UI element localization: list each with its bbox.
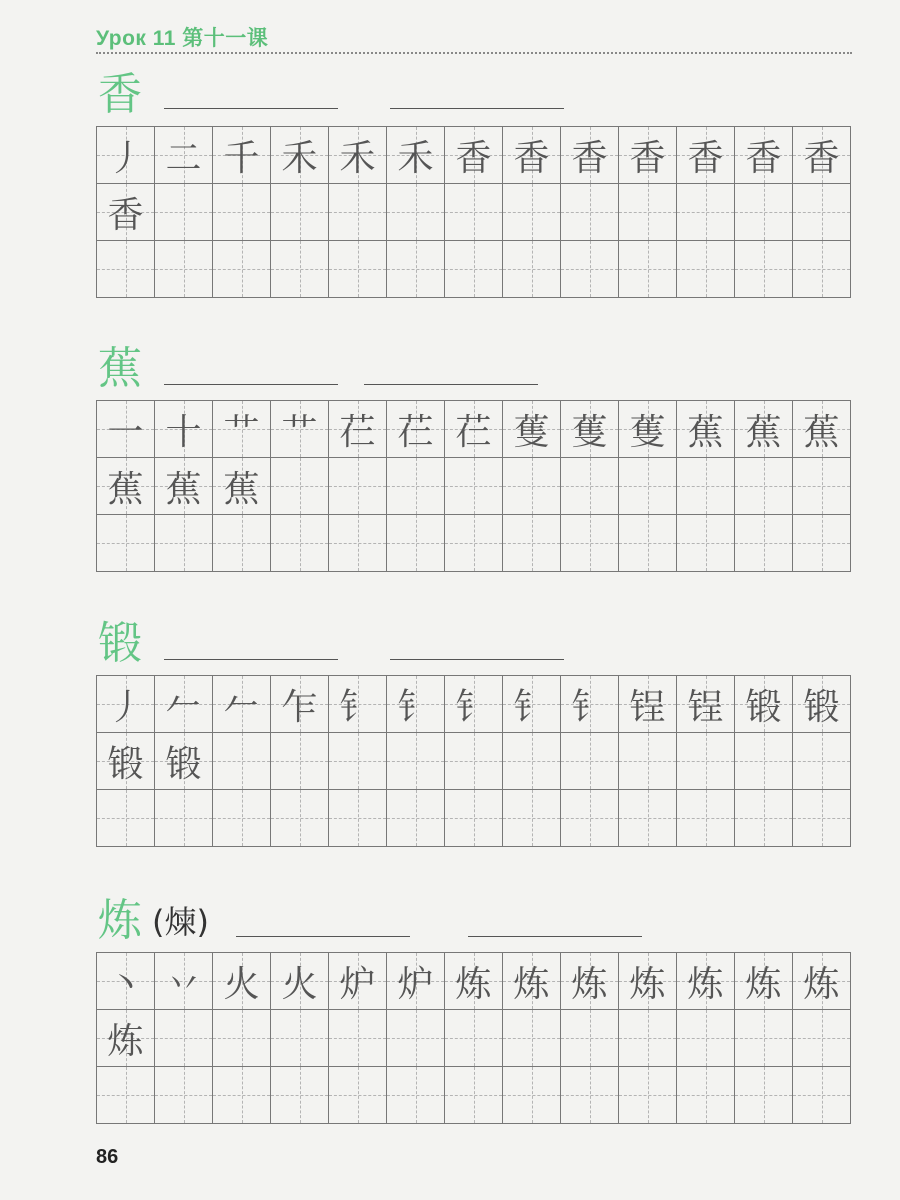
- character-section: [96, 344, 852, 572]
- grid-cell[interactable]: [503, 184, 561, 241]
- grid-cell[interactable]: [445, 127, 503, 184]
- stroke-step-glyph: 丿: [107, 686, 144, 728]
- grid-cell[interactable]: [329, 790, 387, 847]
- grid-cell[interactable]: [387, 184, 445, 241]
- grid-cell[interactable]: [213, 676, 271, 733]
- grid-cell[interactable]: [387, 401, 445, 458]
- grid-cell[interactable]: [793, 401, 851, 458]
- stroke-step-glyph: 蕉: [223, 468, 260, 510]
- stroke-step-glyph: 香: [107, 194, 144, 236]
- grid-cell[interactable]: [155, 953, 213, 1010]
- grid-cell[interactable]: [619, 127, 677, 184]
- grid-cell[interactable]: [561, 733, 619, 790]
- grid-cell[interactable]: [387, 127, 445, 184]
- grid-cell[interactable]: [793, 241, 851, 298]
- grid-cell[interactable]: [793, 733, 851, 790]
- grid-cell[interactable]: [619, 1010, 677, 1067]
- grid-cell[interactable]: [329, 676, 387, 733]
- stroke-step-glyph: 火: [281, 963, 318, 1005]
- grid-cell[interactable]: [329, 515, 387, 572]
- grid-cell[interactable]: [561, 1067, 619, 1124]
- stroke-step-glyph: 钅: [339, 686, 376, 728]
- grid-cell[interactable]: [677, 515, 735, 572]
- grid-cell[interactable]: [213, 127, 271, 184]
- grid-cell[interactable]: [155, 458, 213, 515]
- writing-blank[interactable]: [164, 384, 338, 385]
- grid-cell[interactable]: [503, 790, 561, 847]
- lesson-header: Урок 11 第十一课: [96, 27, 269, 50]
- stroke-step-glyph: 炼: [571, 963, 608, 1005]
- grid-cell[interactable]: [677, 127, 735, 184]
- stroke-step-glyph: 一: [107, 411, 144, 453]
- stroke-step-glyph: 锃: [629, 686, 666, 728]
- grid-cell[interactable]: [329, 184, 387, 241]
- grid-cell[interactable]: [677, 458, 735, 515]
- practice-grid[interactable]: [96, 675, 851, 847]
- stroke-step-glyph: 锃: [687, 686, 724, 728]
- grid-cell[interactable]: [155, 790, 213, 847]
- grid-cell[interactable]: [735, 515, 793, 572]
- grid-cell[interactable]: [619, 1067, 677, 1124]
- stroke-step-glyph: 蕉: [803, 411, 840, 453]
- grid-cell[interactable]: [213, 184, 271, 241]
- stroke-step-glyph: 钅: [513, 686, 550, 728]
- writing-blank[interactable]: [164, 108, 338, 109]
- grid-cell[interactable]: [97, 458, 155, 515]
- stroke-step-glyph: 钅: [455, 686, 492, 728]
- stroke-step-glyph: 丷: [165, 963, 202, 1005]
- stroke-step-glyph: 二: [165, 137, 202, 179]
- practice-grid[interactable]: [96, 400, 851, 572]
- grid-cell[interactable]: [445, 1010, 503, 1067]
- section-title-row: [96, 344, 852, 400]
- stroke-step-glyph: 禾: [281, 137, 318, 179]
- main-character: 炼: [98, 895, 142, 946]
- grid-cell[interactable]: [97, 1010, 155, 1067]
- grid-cell[interactable]: [561, 676, 619, 733]
- character-section: [96, 619, 852, 847]
- main-character: 蕉: [98, 343, 142, 394]
- stroke-step-glyph: 丿: [107, 137, 144, 179]
- grid-cell[interactable]: [619, 401, 677, 458]
- stroke-step-glyph: 蕉: [107, 468, 144, 510]
- grid-cell[interactable]: [619, 676, 677, 733]
- writing-blank[interactable]: [236, 936, 410, 937]
- stroke-step-glyph: 蕉: [165, 468, 202, 510]
- stroke-step-glyph: 香: [803, 137, 840, 179]
- grid-cell[interactable]: [97, 1067, 155, 1124]
- grid-cell[interactable]: [619, 458, 677, 515]
- grid-cell[interactable]: [387, 241, 445, 298]
- grid-cell[interactable]: [503, 733, 561, 790]
- stroke-step-glyph: 炉: [339, 963, 376, 1005]
- grid-cell[interactable]: [97, 790, 155, 847]
- grid-cell[interactable]: [329, 241, 387, 298]
- grid-cell[interactable]: [503, 676, 561, 733]
- stroke-step-glyph: 香: [571, 137, 608, 179]
- stroke-step-glyph: 蕉: [745, 411, 782, 453]
- grid-cell[interactable]: [561, 401, 619, 458]
- grid-cell[interactable]: [213, 1067, 271, 1124]
- grid-cell[interactable]: [793, 1010, 851, 1067]
- grid-cell[interactable]: [561, 127, 619, 184]
- stroke-step-glyph: 蕉: [687, 411, 724, 453]
- practice-grid[interactable]: [96, 126, 851, 298]
- grid-cell[interactable]: [619, 733, 677, 790]
- grid-cell[interactable]: [213, 733, 271, 790]
- grid-cell[interactable]: [329, 953, 387, 1010]
- grid-cell[interactable]: [271, 127, 329, 184]
- stroke-step-glyph: 丶: [107, 963, 144, 1005]
- grid-cell[interactable]: [213, 1010, 271, 1067]
- main-character: 香: [98, 69, 142, 120]
- grid-cell[interactable]: [677, 733, 735, 790]
- stroke-step-glyph: 炼: [803, 963, 840, 1005]
- grid-cell[interactable]: [677, 953, 735, 1010]
- grid-cell[interactable]: [387, 733, 445, 790]
- grid-cell[interactable]: [561, 790, 619, 847]
- grid-cell[interactable]: [271, 733, 329, 790]
- stroke-step-glyph: 芢: [339, 411, 376, 453]
- grid-cell[interactable]: [329, 127, 387, 184]
- grid-cell[interactable]: [503, 127, 561, 184]
- grid-cell[interactable]: [735, 733, 793, 790]
- stroke-step-glyph: 火: [223, 963, 260, 1005]
- grid-cell[interactable]: [735, 1010, 793, 1067]
- stroke-step-glyph: 艹: [281, 411, 318, 453]
- grid-cell[interactable]: [97, 184, 155, 241]
- grid-cell[interactable]: [155, 733, 213, 790]
- stroke-step-glyph: 香: [455, 137, 492, 179]
- traditional-variant: (煉): [152, 903, 209, 941]
- grid-cell[interactable]: [97, 241, 155, 298]
- grid-cell[interactable]: [445, 676, 503, 733]
- stroke-step-glyph: 锻: [803, 686, 840, 728]
- grid-cell[interactable]: [387, 953, 445, 1010]
- grid-cell[interactable]: [793, 953, 851, 1010]
- grid-cell[interactable]: [735, 790, 793, 847]
- grid-cell[interactable]: [329, 1067, 387, 1124]
- grid-cell[interactable]: [387, 458, 445, 515]
- grid-cell[interactable]: [793, 676, 851, 733]
- grid-cell[interactable]: [793, 127, 851, 184]
- grid-cell[interactable]: [677, 241, 735, 298]
- stroke-step-glyph: 禾: [339, 137, 376, 179]
- grid-cell[interactable]: [677, 1010, 735, 1067]
- grid-cell[interactable]: [445, 515, 503, 572]
- grid-cell[interactable]: [271, 676, 329, 733]
- grid-cell[interactable]: [503, 241, 561, 298]
- grid-cell[interactable]: [503, 1010, 561, 1067]
- stroke-step-glyph: 千: [223, 137, 260, 179]
- grid-cell[interactable]: [619, 515, 677, 572]
- page-number: 86: [96, 1146, 119, 1168]
- header-divider: [96, 52, 852, 54]
- grid-cell[interactable]: [271, 401, 329, 458]
- grid-cell[interactable]: [503, 458, 561, 515]
- stroke-step-glyph: 十: [165, 411, 202, 453]
- grid-cell[interactable]: [793, 1067, 851, 1124]
- grid-cell[interactable]: [619, 184, 677, 241]
- stroke-step-glyph: 禾: [397, 137, 434, 179]
- grid-cell[interactable]: [213, 953, 271, 1010]
- grid-cell[interactable]: [677, 790, 735, 847]
- grid-cell[interactable]: [735, 401, 793, 458]
- grid-cell[interactable]: [387, 515, 445, 572]
- grid-cell[interactable]: [213, 790, 271, 847]
- stroke-step-glyph: 钅: [571, 686, 608, 728]
- stroke-step-glyph: 蒦: [513, 411, 550, 453]
- stroke-step-glyph: 蒦: [571, 411, 608, 453]
- writing-blank[interactable]: [468, 936, 642, 937]
- grid-cell[interactable]: [271, 790, 329, 847]
- grid-cell[interactable]: [155, 241, 213, 298]
- grid-cell[interactable]: [619, 790, 677, 847]
- grid-cell[interactable]: [213, 401, 271, 458]
- section-title-row: [96, 619, 852, 675]
- grid-cell[interactable]: [155, 184, 213, 241]
- stroke-step-glyph: 𠂉: [165, 686, 202, 728]
- grid-cell[interactable]: [735, 184, 793, 241]
- grid-cell[interactable]: [445, 733, 503, 790]
- grid-cell[interactable]: [561, 1010, 619, 1067]
- grid-cell[interactable]: [271, 458, 329, 515]
- grid-cell[interactable]: [271, 515, 329, 572]
- grid-cell[interactable]: [793, 184, 851, 241]
- stroke-step-glyph: 钅: [397, 686, 434, 728]
- grid-cell[interactable]: [735, 676, 793, 733]
- grid-cell[interactable]: [329, 401, 387, 458]
- stroke-step-glyph: 香: [745, 137, 782, 179]
- grid-cell[interactable]: [97, 127, 155, 184]
- grid-cell[interactable]: [677, 184, 735, 241]
- writing-blank[interactable]: [164, 659, 338, 660]
- grid-cell[interactable]: [735, 127, 793, 184]
- grid-cell[interactable]: [213, 241, 271, 298]
- stroke-step-glyph: 芢: [455, 411, 492, 453]
- grid-cell[interactable]: [329, 458, 387, 515]
- grid-cell[interactable]: [677, 401, 735, 458]
- stroke-step-glyph: 锻: [165, 743, 202, 785]
- grid-cell[interactable]: [445, 1067, 503, 1124]
- stroke-step-glyph: 𠂉: [223, 686, 260, 728]
- grid-cell[interactable]: [387, 790, 445, 847]
- grid-cell[interactable]: [97, 676, 155, 733]
- grid-cell[interactable]: [619, 241, 677, 298]
- stroke-step-glyph: 炉: [397, 963, 434, 1005]
- main-character: 锻: [98, 618, 142, 669]
- grid-cell[interactable]: [213, 515, 271, 572]
- grid-cell[interactable]: [445, 458, 503, 515]
- grid-cell[interactable]: [445, 184, 503, 241]
- stroke-step-glyph: 乍: [281, 686, 318, 728]
- grid-cell[interactable]: [445, 401, 503, 458]
- grid-cell[interactable]: [677, 1067, 735, 1124]
- writing-blank[interactable]: [390, 659, 564, 660]
- grid-cell[interactable]: [503, 1067, 561, 1124]
- grid-cell[interactable]: [735, 953, 793, 1010]
- grid-cell[interactable]: [561, 953, 619, 1010]
- grid-cell[interactable]: [735, 1067, 793, 1124]
- grid-cell[interactable]: [793, 458, 851, 515]
- grid-cell[interactable]: [155, 127, 213, 184]
- stroke-step-glyph: 香: [687, 137, 724, 179]
- grid-cell[interactable]: [155, 676, 213, 733]
- grid-cell[interactable]: [155, 1010, 213, 1067]
- grid-cell[interactable]: [619, 953, 677, 1010]
- grid-cell[interactable]: [503, 401, 561, 458]
- stroke-step-glyph: 炼: [107, 1020, 144, 1062]
- grid-cell[interactable]: [677, 676, 735, 733]
- grid-cell[interactable]: [445, 953, 503, 1010]
- grid-cell[interactable]: [445, 241, 503, 298]
- grid-cell[interactable]: [503, 953, 561, 1010]
- stroke-step-glyph: 香: [513, 137, 550, 179]
- grid-cell[interactable]: [97, 953, 155, 1010]
- grid-cell[interactable]: [561, 515, 619, 572]
- grid-cell[interactable]: [445, 790, 503, 847]
- section-title-row: [96, 896, 852, 952]
- grid-cell[interactable]: [561, 241, 619, 298]
- character-section: [96, 70, 852, 298]
- practice-grid[interactable]: [96, 952, 851, 1124]
- stroke-step-glyph: 炼: [629, 963, 666, 1005]
- grid-cell[interactable]: [329, 1010, 387, 1067]
- grid-cell[interactable]: [793, 790, 851, 847]
- stroke-step-glyph: 芢: [397, 411, 434, 453]
- stroke-step-glyph: 炼: [687, 963, 724, 1005]
- stroke-step-glyph: 炼: [745, 963, 782, 1005]
- stroke-step-glyph: 锻: [107, 743, 144, 785]
- grid-cell[interactable]: [387, 676, 445, 733]
- grid-cell[interactable]: [271, 1067, 329, 1124]
- grid-cell[interactable]: [561, 458, 619, 515]
- grid-cell[interactable]: [735, 458, 793, 515]
- grid-cell[interactable]: [503, 515, 561, 572]
- stroke-step-glyph: 炼: [513, 963, 550, 1005]
- stroke-step-glyph: 香: [629, 137, 666, 179]
- grid-cell[interactable]: [155, 401, 213, 458]
- grid-cell[interactable]: [271, 184, 329, 241]
- stroke-step-glyph: 炼: [455, 963, 492, 1005]
- character-section: [96, 896, 852, 1124]
- grid-cell[interactable]: [213, 458, 271, 515]
- grid-cell[interactable]: [271, 241, 329, 298]
- stroke-step-glyph: 锻: [745, 686, 782, 728]
- grid-cell[interactable]: [271, 953, 329, 1010]
- grid-cell[interactable]: [387, 1067, 445, 1124]
- section-title-row: [96, 70, 852, 126]
- grid-cell[interactable]: [155, 515, 213, 572]
- grid-cell[interactable]: [329, 733, 387, 790]
- writing-blank[interactable]: [364, 384, 538, 385]
- stroke-step-glyph: 蒦: [629, 411, 666, 453]
- grid-cell[interactable]: [97, 401, 155, 458]
- stroke-step-glyph: 艹: [223, 411, 260, 453]
- grid-cell[interactable]: [271, 1010, 329, 1067]
- grid-cell[interactable]: [793, 515, 851, 572]
- grid-cell[interactable]: [735, 241, 793, 298]
- grid-cell[interactable]: [155, 1067, 213, 1124]
- grid-cell[interactable]: [97, 515, 155, 572]
- grid-cell[interactable]: [97, 733, 155, 790]
- grid-cell[interactable]: [561, 184, 619, 241]
- grid-cell[interactable]: [387, 1010, 445, 1067]
- writing-blank[interactable]: [390, 108, 564, 109]
